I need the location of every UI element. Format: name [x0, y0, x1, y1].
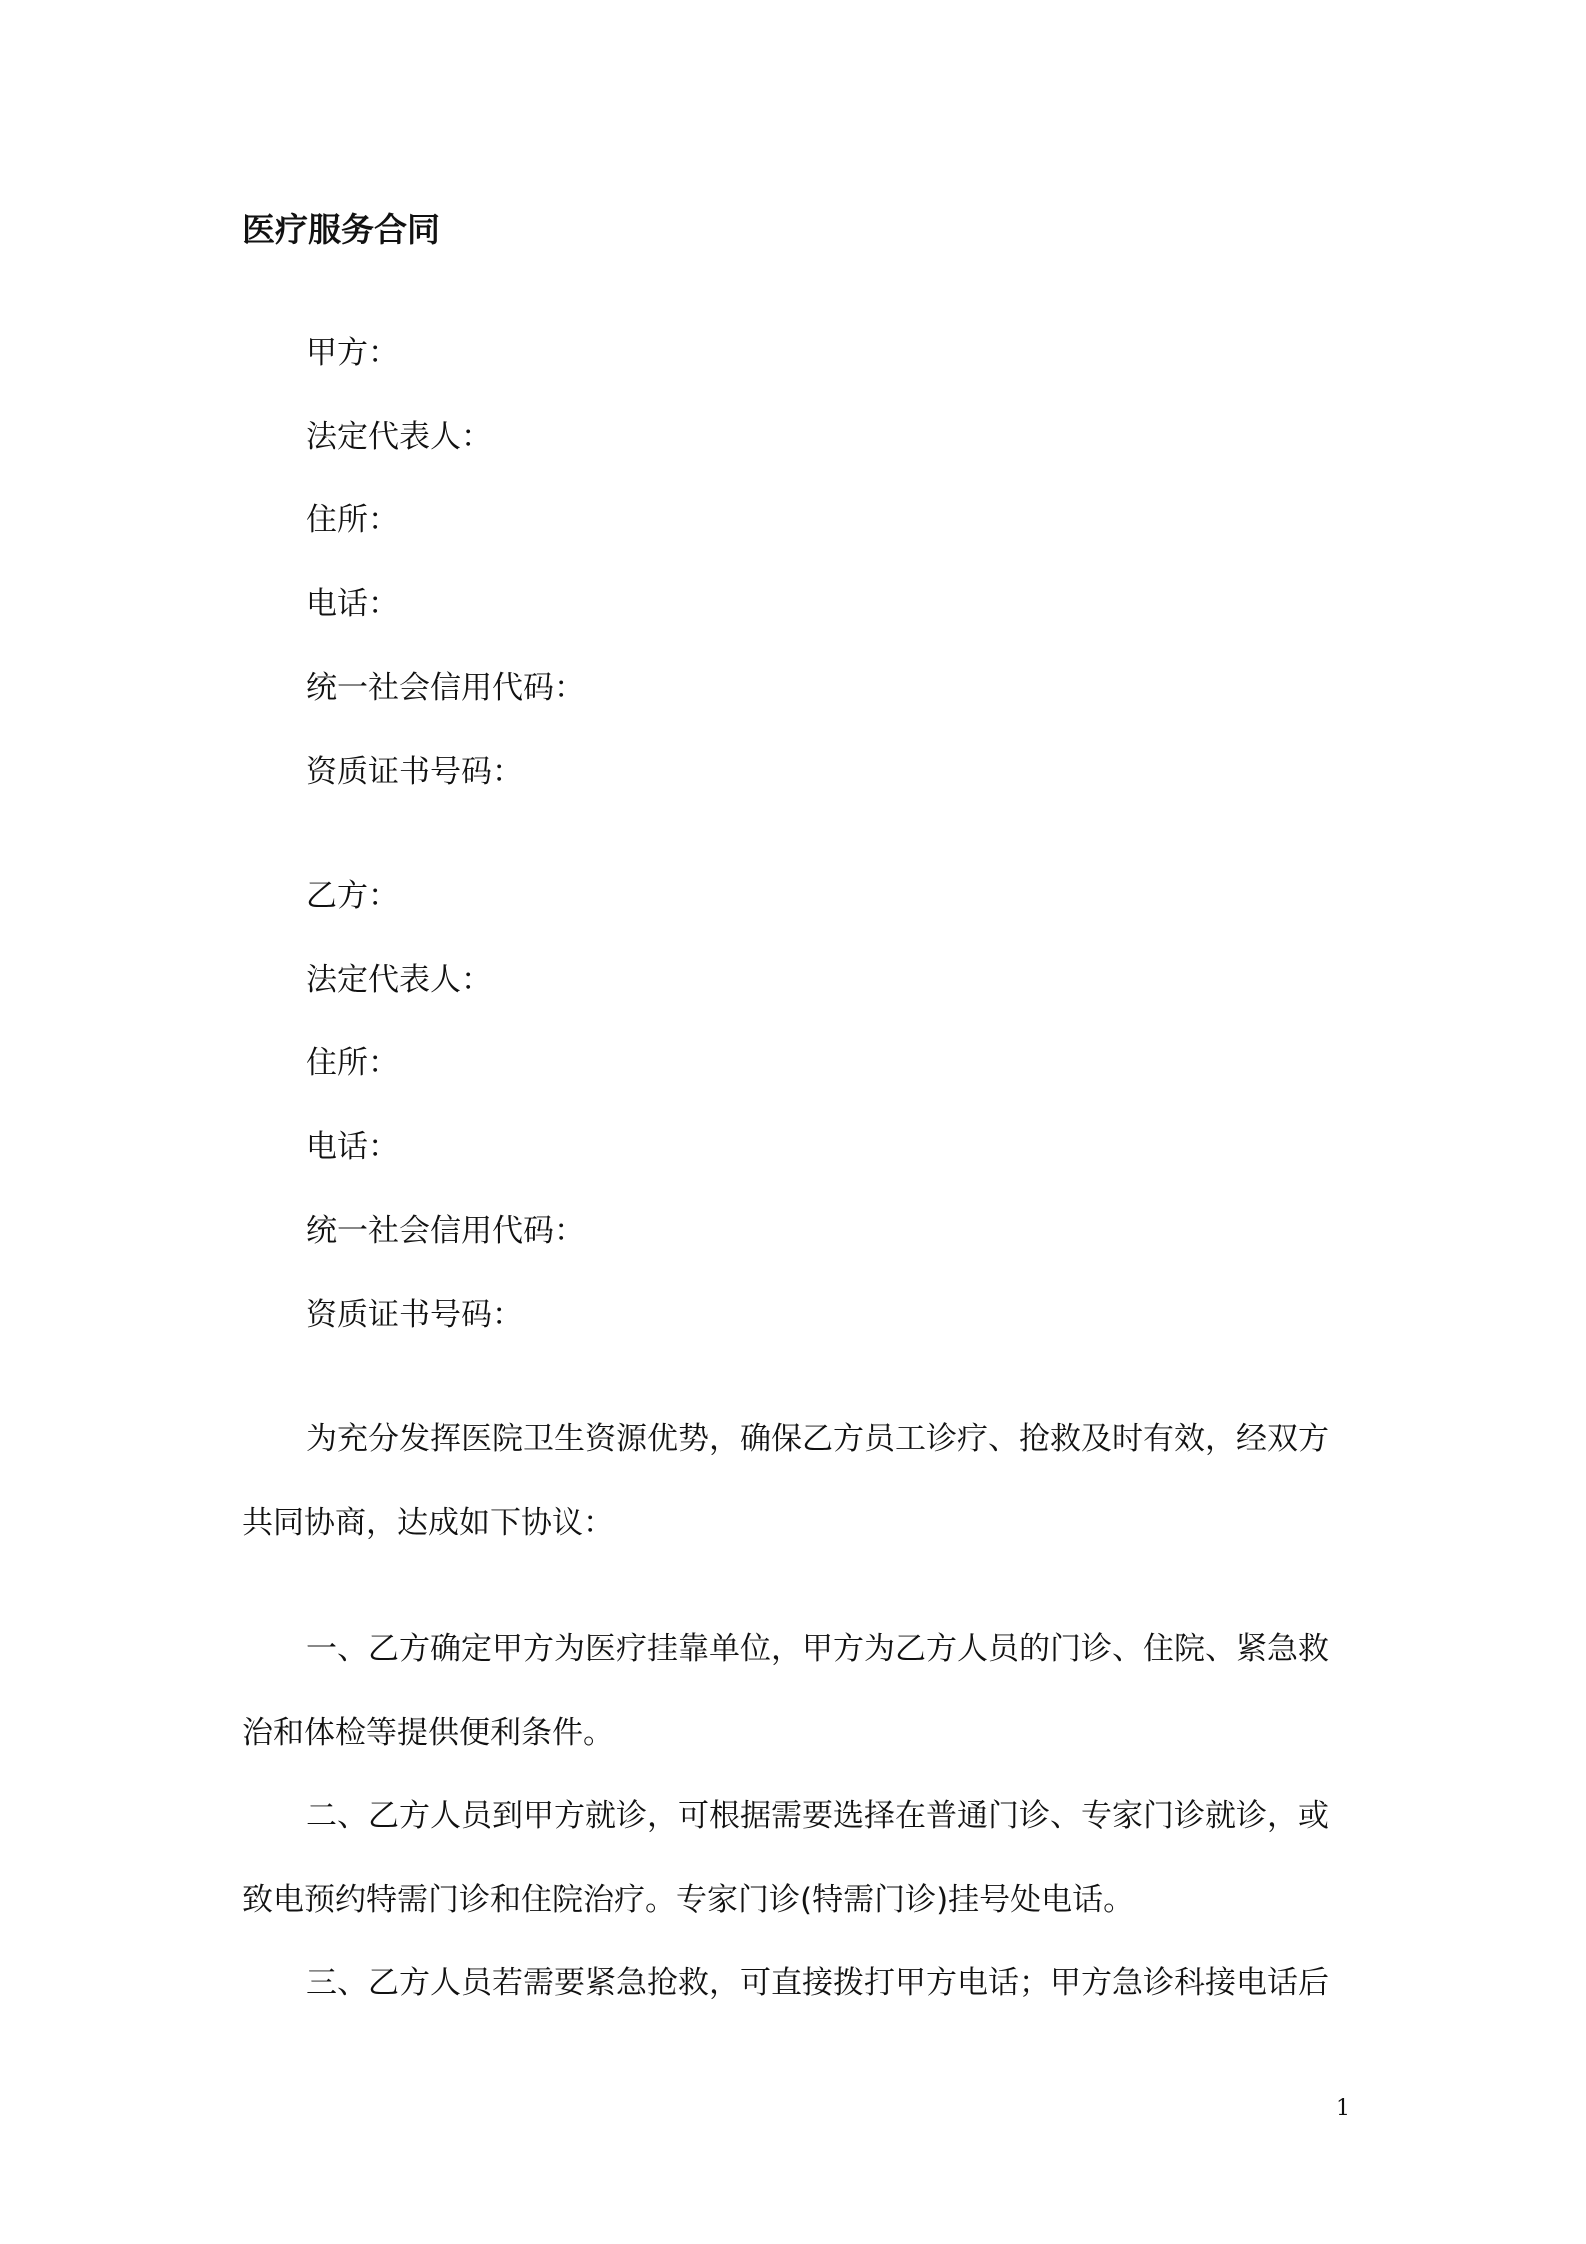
party-a-address: 住所：: [306, 502, 399, 538]
clause-1-line-2: 治和体检等提供便利条件。: [242, 1715, 614, 1751]
party-b-legal-rep: 法定代表人：: [306, 962, 492, 998]
document-title: 医疗服务合同: [242, 210, 440, 249]
clause-3-line-1: 三、乙方人员若需要紧急抢救，可直接拨打甲方电话；甲方急诊科接电话后: [306, 1965, 1329, 2001]
party-b-license-no: 资质证书号码：: [306, 1297, 523, 1333]
intro-line-2: 共同协商，达成如下协议：: [242, 1505, 614, 1541]
page-number: 1: [1336, 2096, 1350, 2121]
party-a-credit-code: 统一社会信用代码：: [306, 670, 585, 706]
party-a-license-no: 资质证书号码：: [306, 754, 523, 790]
intro-line-1: 为充分发挥医院卫生资源优势，确保乙方员工诊疗、抢救及时有效，经双方: [306, 1421, 1329, 1457]
party-b-address: 住所：: [306, 1045, 399, 1081]
party-b-credit-code: 统一社会信用代码：: [306, 1213, 585, 1249]
party-b-phone: 电话：: [306, 1129, 399, 1165]
party-b-label: 乙方：: [306, 878, 399, 914]
clause-2-line-1: 二、乙方人员到甲方就诊，可根据需要选择在普通门诊、专家门诊就诊，或: [306, 1798, 1329, 1834]
party-a-label: 甲方：: [306, 335, 399, 371]
party-a-phone: 电话：: [306, 586, 399, 622]
clause-1-line-1: 一、乙方确定甲方为医疗挂靠单位，甲方为乙方人员的门诊、住院、紧急救: [306, 1631, 1329, 1667]
party-a-legal-rep: 法定代表人：: [306, 419, 492, 455]
clause-2-line-2: 致电预约特需门诊和住院治疗。专家门诊(特需门诊)挂号处电话。: [242, 1882, 1135, 1918]
